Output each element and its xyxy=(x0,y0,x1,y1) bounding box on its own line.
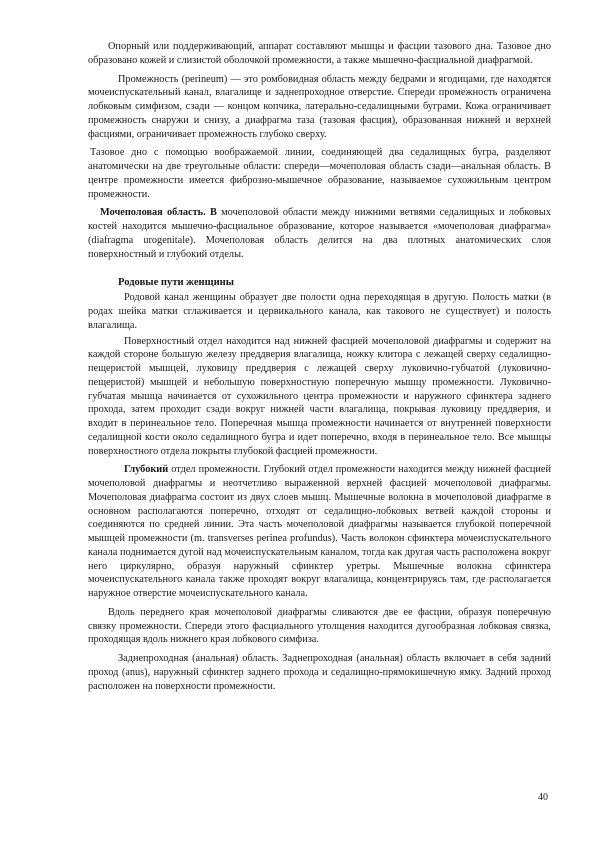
urogenital-region-term: Мочеполовая область. В xyxy=(100,207,217,219)
paragraph-superficial-section: Поверхностный отдел находится над нижней фасцией мочеполовой диафрагмы и содержит на каждой стороне большую железу преддверия влагалища, ножку клитора с лежащей сверху седалищно-пещеристой мышцей, луковицу преддверия с лежащей сверху луковично-губчатой (луковично-пещеристой) мышцей и небольшую поверхностную поперечную мышцу промежности. Луковично-губчатая мышца начинается от сухожильного центра промежности и наружного сфинктера заднего прохода, затем проходит сзади вокруг нижней части влагалища, покрывая луковицу преддверия, и входит в перинеальное тело. Поперечная мышца промежности начинается от внутренней поверхности седалищной кости около седалищного бугра и идет поперечно, входя в перинеальное тело. Все мышцы поверхностного отдела покрыты глубокой фасцией промежности. xyxy=(88,335,551,457)
paragraph-birth-canal: Родовой канал женщины образует две полости одна переходящая в другую. Полость матки (в родах шейка матки сглаживается и цервикального канала, как такового не существует) и полость влагалища. xyxy=(88,292,551,331)
paragraph-perineum-definition: Промежность (perineum) — это ромбовидная область между бедрами и ягодицами, где находятся мочеиспускательный канал, влагалище и заднепроходное отверстие. Спереди промежность ограничена лобковым симфизом, сзади — концом копчика, латерально-седалищными буграми. Кожа ограничивает промежность снаружи и снизу, а диафрагма таза (тазовая фасция), образованная нижней и верхней фасциями, ограничивает промежность глубоко сверху. xyxy=(88,73,551,140)
section-heading: Родовые пути женщины xyxy=(118,277,235,289)
deep-section-text: отдел промежности. Глубокий отдел промежности находится между нижней фасцией мочеполовой диафрагмы и неотчетливо выраженной верхней фасцией мочеполовой диафрагмы. Мочеполовая диафрагма состоит из двух слоев мышц. Мышечные волокна в мочеполовой диафрагме в основном располагаются поперечно, отходят от седалищно-лобковых ветвей каждой стороны и соединяются по средней линии. Эта часть мочеполовой диафрагмы называется глубокой поперечной мышцей промежности (m. transverses perinea profundus). Часть волокон сфинктера мочеиспускательного канала поднимается дугой над мочеиспускательным каналом, тогда как другая часть расположена вокруг него циркулярно, образуя наружный сфинктер уретры. Мышечные волокна сфинктера мочеиспускательного канала также проходят вокруг влагалища, концентрируясь там, где располагается наружное отверстие мочеиспускательного канала. xyxy=(88,464,551,599)
paragraph-anterior-edge: Вдоль переднего края мочеполовой диафрагмы сливаются две ее фасции, образуя поперечную связку промежности. Спереди этого фасциального утолщения находится дугообразная лобковая связка, проходящая вдоль нижнего края лобкового симфиза. xyxy=(88,606,551,646)
page-number: 40 xyxy=(538,792,548,803)
paragraph-anal-region: Заднепроходная (анальная) область. Заднепроходная (анальная) область включает в себя задний проход (anus), наружный сфинктер заднего прохода и седалищно-прямокишечную ямку. Задний проход расположен на поверхности промежности. xyxy=(88,653,551,692)
deep-section-term: Глубокий xyxy=(124,464,169,476)
urogenital-region-text: мочеполовой области между нижними ветвями седалищных и лобковых костей находится мышечно-фасциальное образование, которое называется «мочеполовая диафрагма» (diafragma urogenitale). Мочеполовая область делится на два плотных анатомических слоя поверхностный и глубокий отделы. xyxy=(88,207,551,260)
paragraph-pelvic-floor: Тазовое дно с помощью воображаемой линии, соединяющей два седалищных бугра, разделяют анатомически на две треугольные области: спереди—мочеполовая область сзади—анальная область. В центре промежности имеется фиброзно-мышечное образование, называемое сухожильным центром промежности. xyxy=(88,147,551,200)
paragraph-deep-section xyxy=(88,463,551,601)
paragraph-urogenital-region xyxy=(88,206,551,261)
paragraph-support-apparatus: Опорный или поддерживающий, аппарат составляют мышцы и фасции тазового дна. Тазовое дно образовано кожей и слизистой оболочкой промежности, а также мышечно-фасциальной диафрагмой. xyxy=(88,41,551,66)
document-page xyxy=(88,40,551,698)
